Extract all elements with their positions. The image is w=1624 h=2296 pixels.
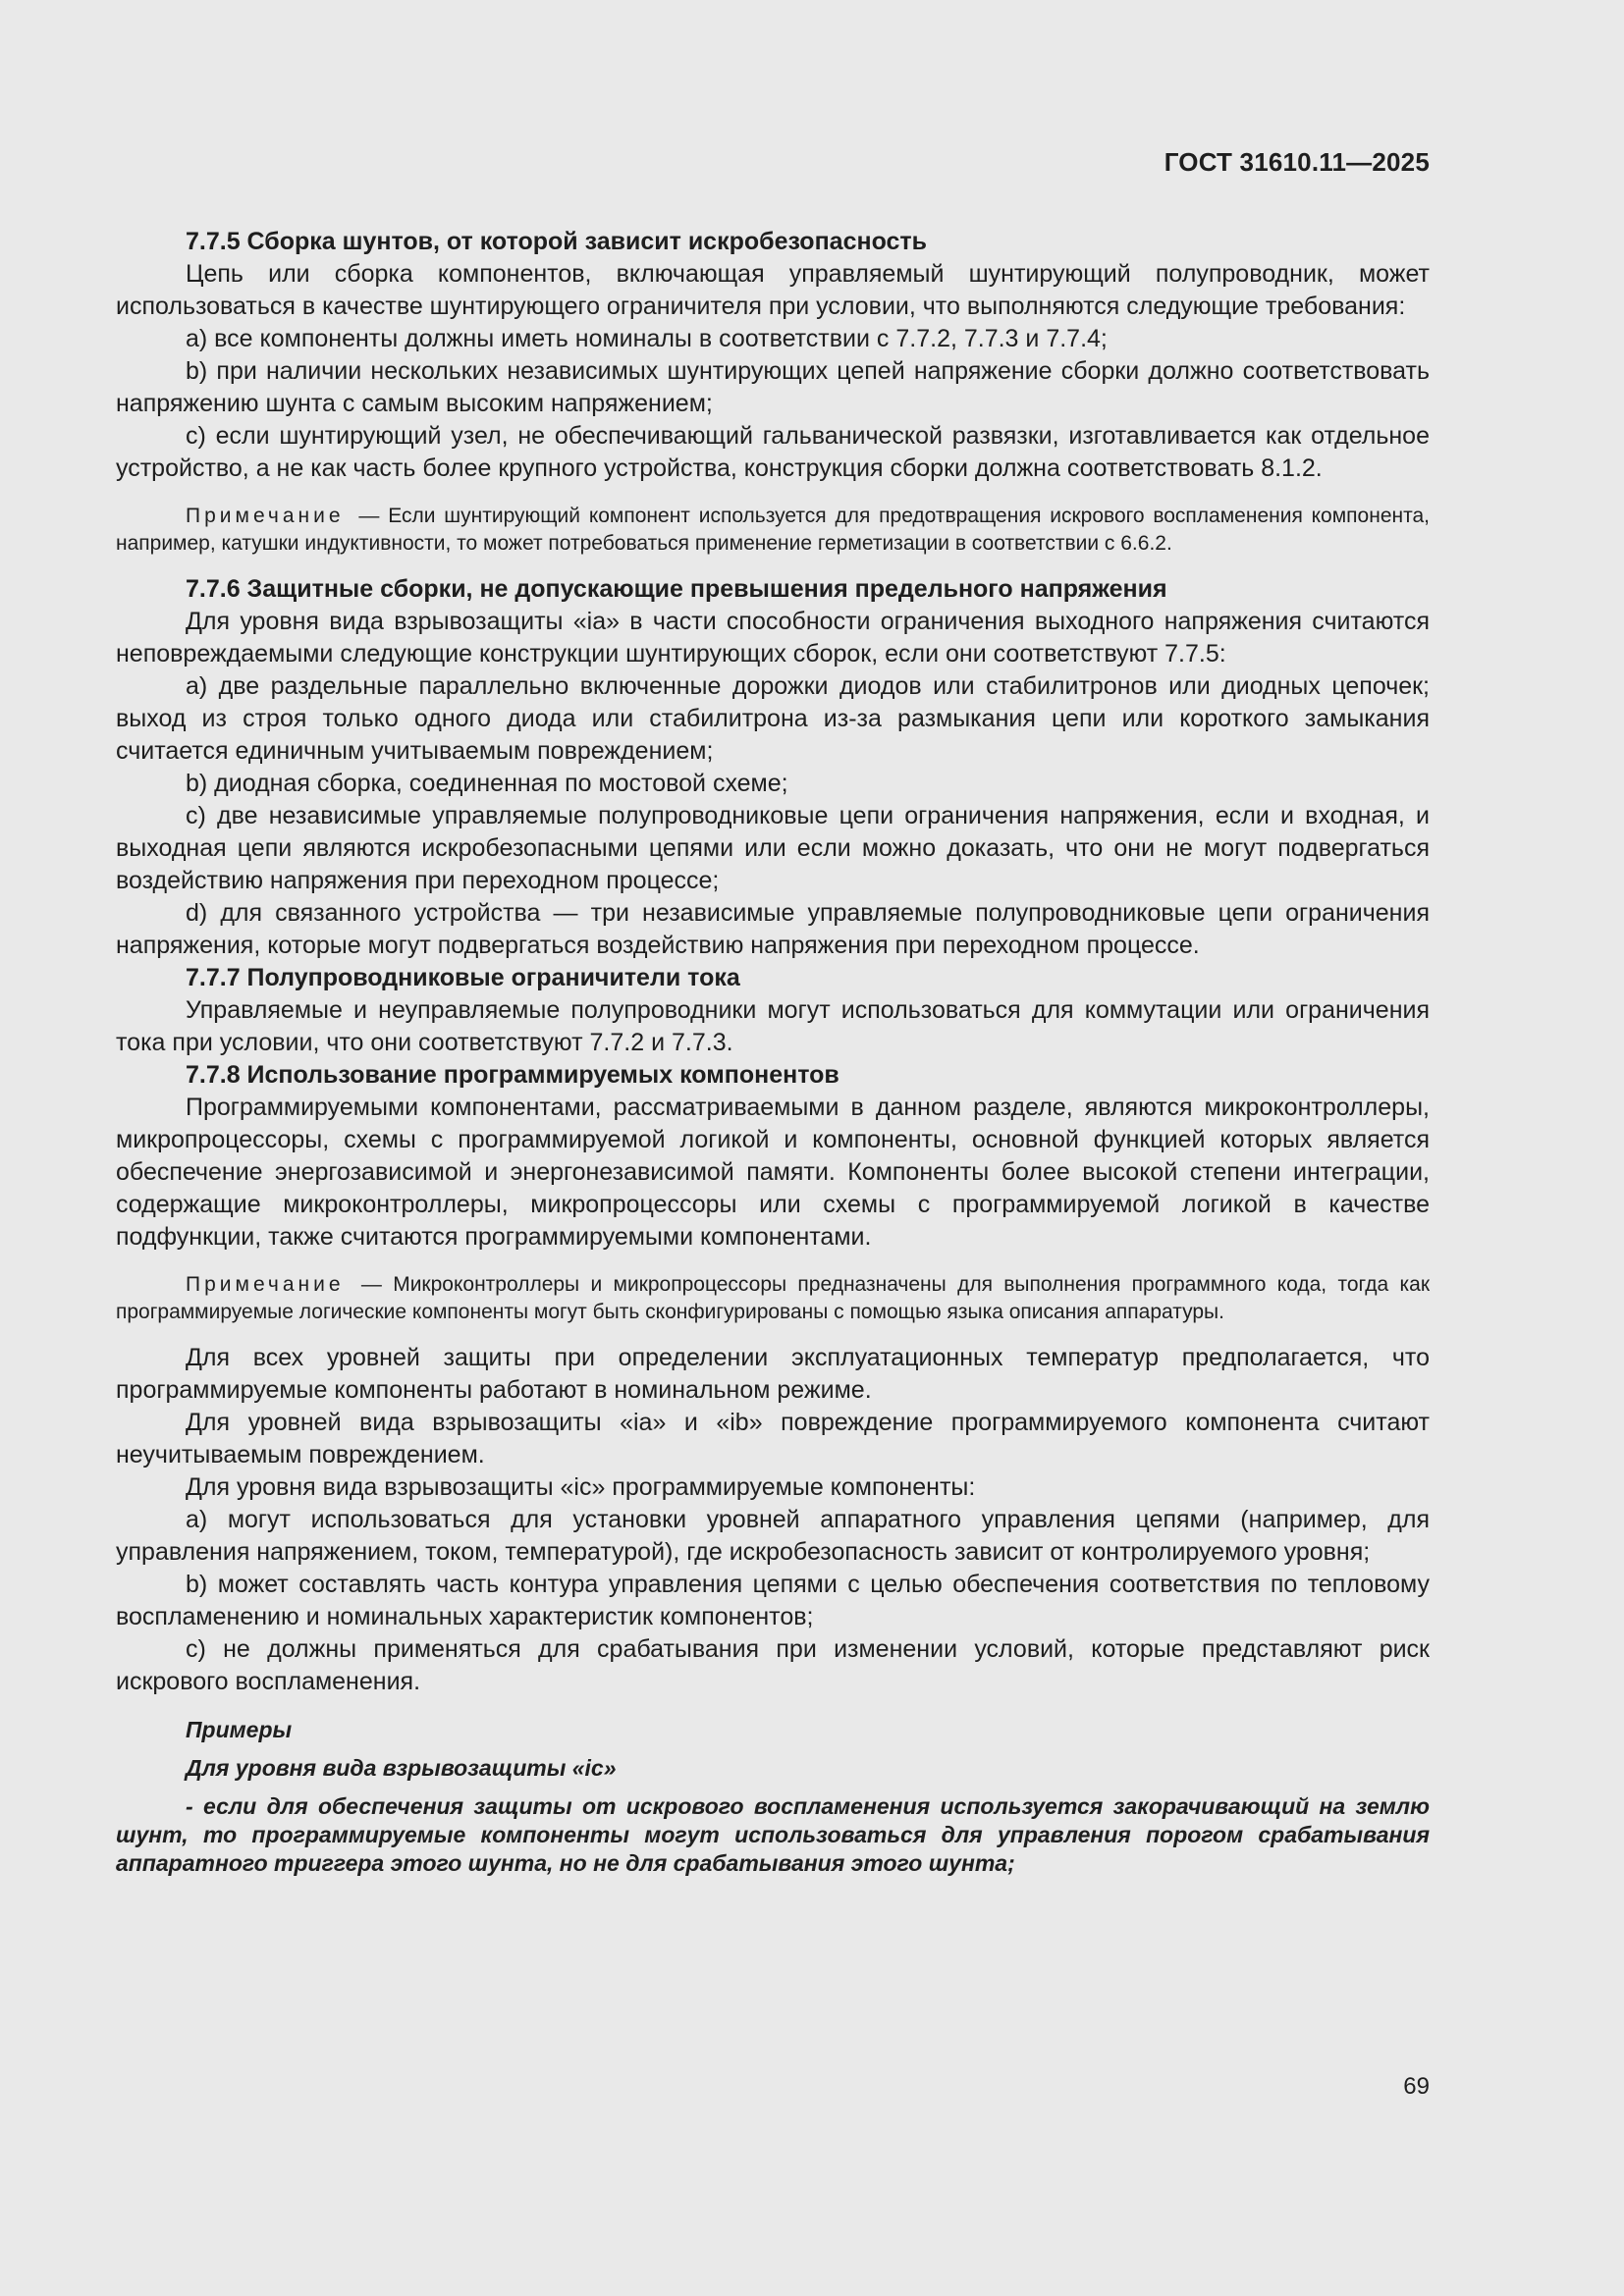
- list-item: c) если шунтирующий узел, не обеспечивающий гальванической развязки, изготавливается как отдельное устройство, а не как часть более крупного устройства, конструкция сборки должна соответствовать 8.1.2.: [116, 422, 1430, 482]
- list-item: c) не должны применяться для срабатывания при изменении условий, которые представляют риск искрового воспламенения.: [116, 1635, 1430, 1695]
- page-number: 69: [1403, 2073, 1430, 2100]
- example-text: - если для обеспечения защиты от искрового воспламенения используется закорачивающий на землю шунт, то программируемые компоненты могут использоваться для управления порогом срабатывания аппаратного триггера этого шунта, но не для срабатывания этого шунта;: [116, 1793, 1430, 1876]
- section-heading-7-7-8: 7.7.8 Использование программируемых компонентов: [186, 1061, 839, 1089]
- examples-subheading: Для уровня вида взрывозащиты «ic»: [186, 1755, 617, 1781]
- paragraph: Цепь или сборка компонентов, включающая управляемый шунтирующий полупроводник, может использоваться в качестве шунтирующего ограничителя при условии, что выполняются следующие требования:: [116, 260, 1430, 320]
- note-label: Примечание: [186, 1273, 345, 1296]
- list-item: b) при наличии нескольких независимых шунтирующих цепей напряжение сборки должно соответствовать напряжению шунта с самым высоким напряжением;: [116, 357, 1430, 417]
- paragraph: Для уровней вида взрывозащиты «ia» и «ib» повреждение программируемого компонента считают неучитываемым повреждением.: [116, 1409, 1430, 1468]
- section-heading-7-7-5: 7.7.5 Сборка шунтов, от которой зависит искробезопасность: [186, 228, 928, 255]
- note: [116, 1271, 1430, 1326]
- paragraph: Управляемые и неуправляемые полупроводники могут использоваться для коммутации или ограничения тока при условии, что они соответствуют 7.7.2 и 7.7.3.: [116, 996, 1430, 1056]
- note-label: Примечание: [186, 505, 345, 527]
- document-code-header: ГОСТ 31610.11—2025: [1164, 147, 1430, 177]
- list-item: a) две раздельные параллельно включенные дорожки диодов или стабилитронов или диодных цепочек; выход из строя только одного диода или стабилитрона из-за размыкания цепи или короткого замыкания считается единичным учитываемым повреждением;: [116, 672, 1430, 765]
- paragraph: Программируемыми компонентами, рассматриваемыми в данном разделе, являются микроконтроллеры, микропроцессоры, схемы с программируемой логикой и компоненты, основной функцией которых является обеспечение энергозависимой и энергонезависимой памяти. Компоненты более высокой степени интеграции, содержащие микроконтроллеры, микропроцессоры или схемы с программируемой логикой в качестве подфункции, также считаются программируемыми компонентами.: [116, 1094, 1430, 1251]
- paragraph: Для всех уровней защиты при определении эксплуатационных температур предполагается, что программируемые компоненты работают в номинальном режиме.: [116, 1344, 1430, 1404]
- list-item: d) для связанного устройства — три независимые управляемые полупроводниковые цепи ограничения напряжения, которые могут подвергаться воздействию напряжения при переходном процессе.: [116, 899, 1430, 959]
- note-text: — Если шунтирующий компонент используется для предотвращения искрового воспламенения компонента, например, катушки индуктивности, то может потребоваться применение герметизации в соответствии с 6.6.2.: [116, 505, 1430, 555]
- list-item: a) могут использоваться для установки уровней аппаратного управления цепями (например, для управления напряжением, током, температурой), где искробезопасность зависит от контролируемого уровня;: [116, 1506, 1430, 1566]
- page-content: [116, 226, 1430, 1878]
- note: [116, 503, 1430, 558]
- list-item: b) может составлять часть контура управления цепями с целью обеспечения соответствия по тепловому воспламенению и номинальных характеристик компонентов;: [116, 1571, 1430, 1630]
- section-heading-7-7-6: 7.7.6 Защитные сборки, не допускающие превышения предельного напряжения: [186, 575, 1167, 603]
- list-item: c) две независимые управляемые полупроводниковые цепи ограничения напряжения, если и входная, и выходная цепи являются искробезопасными цепями или если можно доказать, что они не могут подвергаться воздействию напряжения при переходном процессе;: [116, 802, 1430, 894]
- list-item: a) все компоненты должны иметь номиналы в соответствии с 7.7.2, 7.7.3 и 7.7.4;: [186, 325, 1108, 352]
- section-heading-7-7-7: 7.7.7 Полупроводниковые ограничители тока: [186, 964, 740, 991]
- paragraph: Для уровня вида взрывозащиты «ic» программируемые компоненты:: [186, 1473, 976, 1501]
- examples-heading: Примеры: [186, 1717, 293, 1742]
- paragraph: Для уровня вида взрывозащиты «ia» в части способности ограничения выходного напряжения считаются неповреждаемыми следующие конструкции шунтирующих сборок, если они соответствуют 7.7.5:: [116, 608, 1430, 667]
- list-item: b) диодная сборка, соединенная по мостовой схеме;: [186, 770, 788, 797]
- note-text: — Микроконтроллеры и микропроцессоры предназначены для выполнения программного кода, тогда как программируемые логические компоненты могут быть сконфигурированы с помощью языка описания аппаратуры.: [116, 1273, 1431, 1323]
